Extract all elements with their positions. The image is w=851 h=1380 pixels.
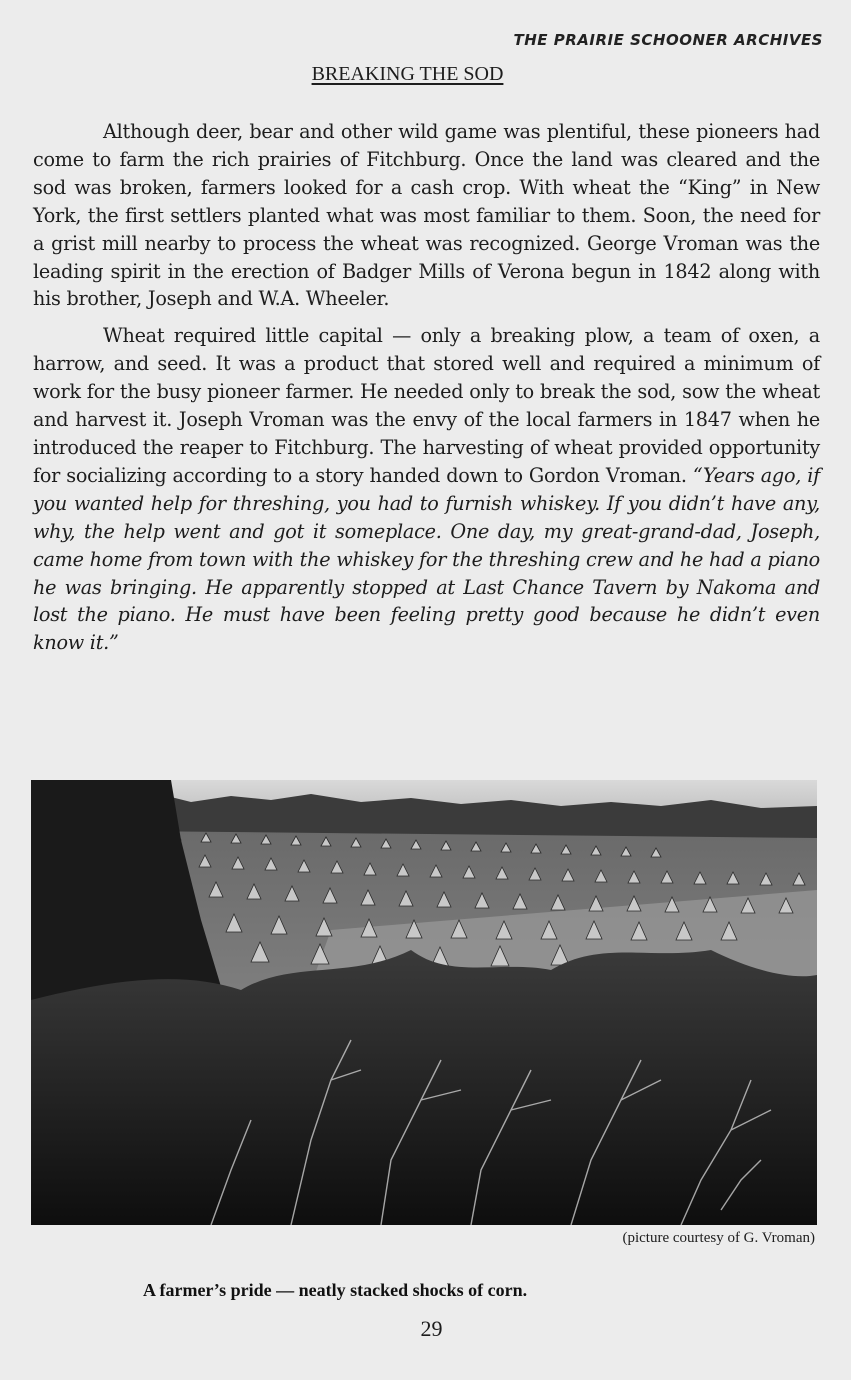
article-body: [33, 118, 820, 666]
photo-illustration: [31, 780, 817, 1225]
page-number: 29: [420, 1316, 443, 1341]
paragraph-1: Although deer, bear and other wild game was plentiful, these pioneers had come to farm the rich prairies of Fitchburg. Once the land was cleared and the sod was broken, farmers looked for a cash crop. With wheat the “King” in New York, the first settlers planted what was most familiar to them. Soon, the need for a grist mill nearby to process the wheat was recognized. George Vroman was the leading spirit in the erection of Badger Mills of Verona begun in 1842 along with his brother, Joseph and W.A. Wheeler.: [33, 120, 820, 311]
photo-caption: A farmer’s pride — neatly stacked shocks of corn.: [143, 1280, 528, 1300]
chapter-title: BREAKING THE SOD: [311, 63, 504, 85]
paragraph-2: [33, 322, 820, 657]
paragraph-2-quote: “Years ago, if you wanted help for threshing, you had to furnish whiskey. If you didn’t have any, why, the help went and got it someplace. One day, my great-grand-dad, Joseph, came home from town with the whiskey for the threshing crew and he had a piano he was bringing. He apparently stopped at Last Chance Tavern by Nakoma and lost the piano. He must have been feeling pretty good because he didn’t even know it.”: [33, 463, 820, 655]
photo-credit: (picture courtesy of G. Vroman): [622, 1230, 815, 1246]
running-head: THE PRAIRIE SCHOONER ARCHIVES: [513, 31, 823, 49]
photo-corn-shocks: [31, 780, 817, 1225]
paragraph-2-text: Wheat required little capital — only a breaking plow, a team of oxen, a harrow, and seed. It was a product that stored well and required a minimum of work for the busy pioneer farmer. He needed only to break the sod, sow the wheat and harvest it. Joseph Vroman was the envy of the local farmers in 1847 when he introduced the reaper to Fitchburg. The harvesting of wheat provided opportunity for socializing according to a story handed down to Gordon Vroman.: [33, 324, 820, 487]
